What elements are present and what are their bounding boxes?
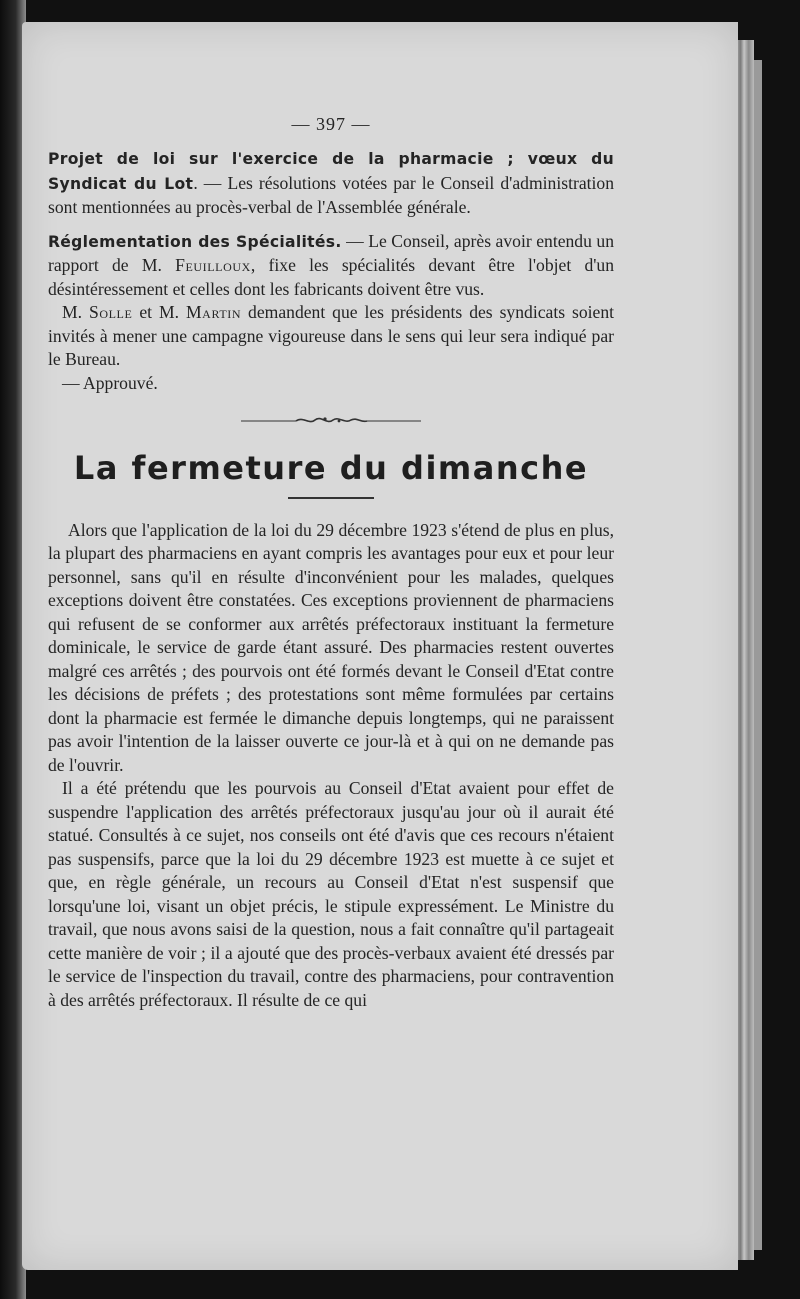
- section-pharmacie-law: [48, 147, 614, 220]
- paragraph-solle-martin: [48, 301, 614, 372]
- section-specialites: [48, 230, 614, 302]
- section-text-pharmacie: . — Les résolutions votées par le Conseil d'administration sont mentionnées au procès-verbal de l'Assemblée générale.: [48, 172, 614, 217]
- page-stack-edge: [736, 40, 754, 1260]
- page-number: — 397 —: [291, 114, 371, 134]
- article-title: La fermeture du dimanche: [73, 449, 589, 487]
- p2-text-c: demandent que les présidents des syndicats soient invités à mener une campagne vigoureuse dans le sens qui leur sera indiqué par le Bureau.: [48, 302, 615, 369]
- section-heading-specialites: Réglementation des Spécialités.: [48, 232, 342, 251]
- approved-line: — Approuvé.: [62, 372, 158, 393]
- name-martin: Martin: [185, 302, 242, 322]
- section-text-specialites-a: — Le Conseil, après avoir entendu un rapport de M.: [48, 230, 615, 275]
- section-heading-pharmacie: Projet de loi sur l'exercice de la pharmacie ; vœux du Syndicat du Lot: [48, 150, 614, 193]
- article-paragraph-2: Il a été prétendu que les pourvois au Conseil d'Etat avaient pour effet de suspendre l'application des arrêtés préfectoraux jusqu'au jour où il aurait été statué. Consultés à ce sujet, nos conseils ont été d'avis que ces recours n'étaient pas suspensifs, parce que la loi du 29 décembre 1923 est muette à ce sujet et que, en règle générale, un recours au Conseil d'Etat n'est suspensif que lorsqu'une loi, visant un objet précis, le stipule expressément. Le Ministre du travail, que nous avons saisi de la question, nous a fait connaître qu'il partageait cette manière de voir ; il a ajouté que des procès-verbaux avaient été dressés par le service de l'inspection du travail, contre des pharmaciens, pour contravention à des arrêtés préfectoraux. Il résulte de ce qui: [48, 778, 614, 1010]
- p2-text-a: M.: [62, 302, 89, 322]
- name-solle: Solle: [88, 302, 133, 322]
- name-feuilloux: Feuilloux: [175, 255, 251, 275]
- p2-text-b: et M.: [132, 302, 186, 322]
- article-paragraph-1: Alors que l'application de la loi du 29 décembre 1923 s'étend de plus en plus, la plupart des pharmaciens en ayant compris les avantages pour eux et pour leur personnel, sans qu'il en résulte d'inconvénient pour les malades, quelques exceptions doivent être constatées. Ces exceptions proviennent de pharmaciens qui refusent de se conformer aux arrêtés préfectoraux instituant la fermeture dominicale, le service de garde étant assuré. Des pharmacies restent ouvertes malgré ces arrêtés ; des pourvois ont été formés devant le Conseil d'Etat contre les décisions de préfets ; des protestations sont même formulées par certains dont la pharmacie est fermée le dimanche depuis longtemps, qui ne paraissent pas avoir l'intention de la laisser ouverte ce jour-là et à qui on ne demande pas de l'ouvrir.: [48, 519, 614, 775]
- page-stack-edge-outer: [754, 60, 762, 1250]
- ornament-divider: [241, 413, 421, 427]
- page-content: [48, 114, 614, 1012]
- title-underline: [288, 497, 374, 499]
- section-text-specialites-b: , fixe les spécialités devant être l'objet d'un désintéressement et celles dont les fabricants doivent être vus.: [48, 255, 614, 299]
